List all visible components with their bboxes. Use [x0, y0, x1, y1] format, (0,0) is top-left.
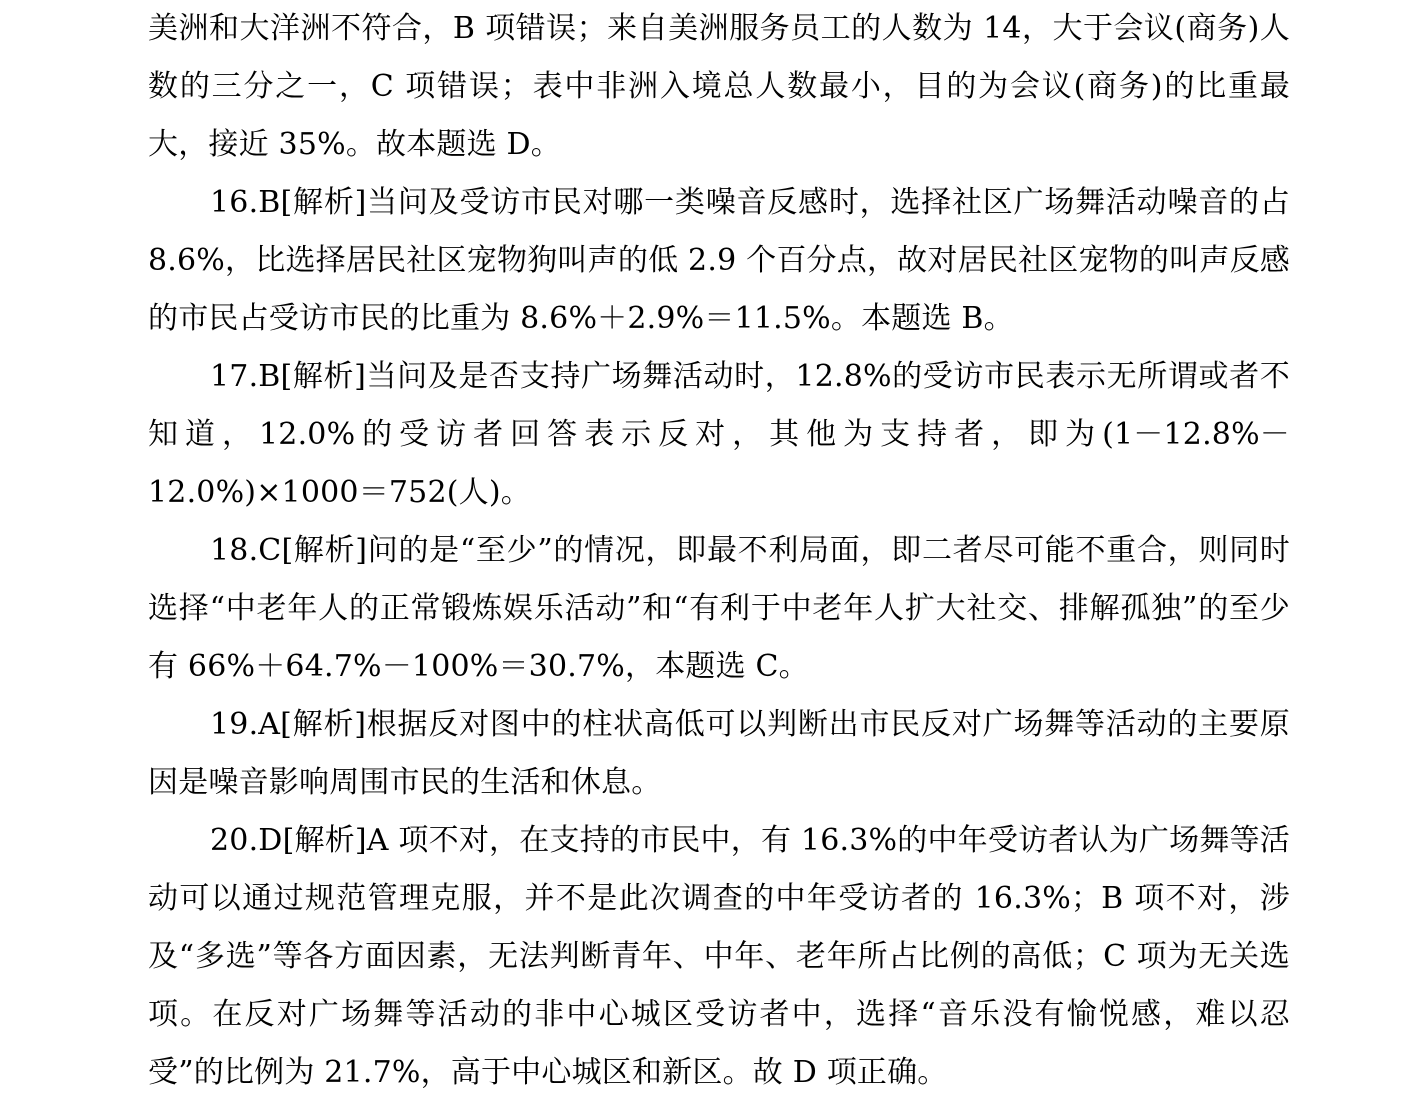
- paragraph-item-20: 20.D[解析]A 项不对，在支持的市民中，有 16.3%的中年受访者认为广场舞等活动可以通过规范管理克服，并不是此次调查的中年受访者的 16.3%；B 项不对，涉及“多选”等各方面因素，无法判断青年、中年、老年所占比例的高低；C 项为无关选项。在反对广场舞等活动的非中心城区受访者中，选择“音乐没有愉悦感，难以忍受”的比例为 21.7%，高于中心城区和新区。故 D 项正确。: [148, 823, 1290, 1090]
- paragraph-item-16: 16.B[解析]当问及受访市民对哪一类噪音反感时，选择社区广场舞活动噪音的占 8.6%，比选择居民社区宠物狗叫声的低 2.9 个百分点，故对居民社区宠物的叫声反感的市民占受访市民的比重为 8.6%＋2.9%＝11.5%。本题选 B。: [148, 185, 1290, 336]
- paragraph-continuation: 美洲和大洋洲不符合，B 项错误；来自美洲服务员工的人数为 14，大于会议(商务)人数的三分之一，C 项错误；表中非洲入境总人数最小，目的为会议(商务)的比重最大，接近 35%。故本题选 D。: [148, 11, 1290, 162]
- paragraph-item-17: 17.B[解析]当问及是否支持广场舞活动时，12.8%的受访市民表示无所谓或者不知道，12.0%的受访者回答表示反对，其他为支持者，即为(1－12.8%－12.0%)×1000＝752(人)。: [148, 359, 1290, 510]
- paragraph-item-19: 19.A[解析]根据反对图中的柱状高低可以判断出市民反对广场舞等活动的主要原因是噪音影响周围市民的生活和休息。: [148, 707, 1290, 800]
- paragraph-item-18: 18.C[解析]问的是“至少”的情况，即最不利局面，即二者尽可能不重合，则同时选择“中老年人的正常锻炼娱乐活动”和“有利于中老年人扩大社交、排解孤独”的至少有 66%＋64.7%－100%＝30.7%，本题选 C。: [148, 533, 1290, 684]
